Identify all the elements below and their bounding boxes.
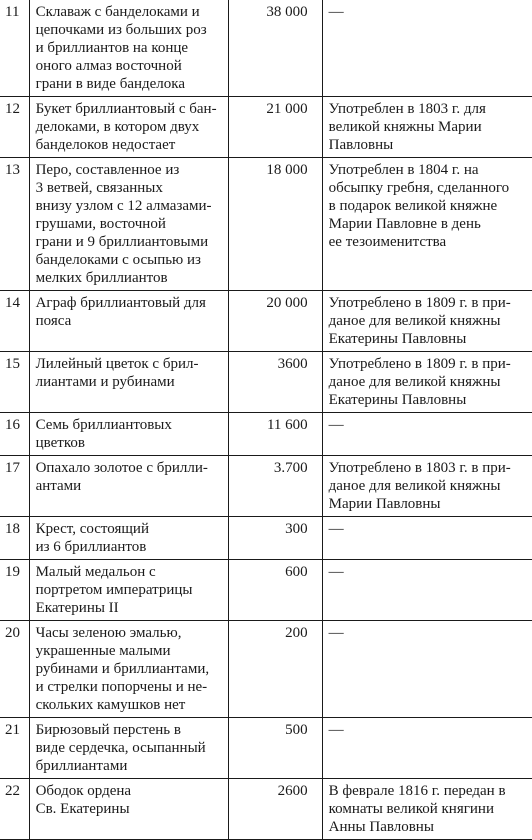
item-description: Букет бриллиантовый с бан- делоками, в котором двух банделоков недостает [29, 97, 228, 158]
item-description: Склаваж с банделоками и цепочками из больших роз и бриллиантов на конце оного алмаз восточной грани в виде банделока [29, 0, 228, 97]
table-row [0, 621, 532, 718]
table-row [0, 158, 532, 291]
table-row [0, 97, 532, 158]
item-value: 200 [228, 621, 322, 718]
row-number: 19 [0, 560, 29, 621]
item-note: Употреблено в 1809 г. в при- даное для великой княжны Екатерины Павловны [322, 352, 532, 413]
item-description: Семь бриллиантовых цветков [29, 413, 228, 456]
table-row [0, 517, 532, 560]
item-value: 600 [228, 560, 322, 621]
item-description: Аграф бриллиантовый для пояса [29, 291, 228, 352]
table-row [0, 456, 532, 517]
item-description: Опахало золотое с брилли- антами [29, 456, 228, 517]
table-row [0, 560, 532, 621]
row-number: 12 [0, 97, 29, 158]
row-number: 21 [0, 718, 29, 779]
item-note: — [322, 560, 532, 621]
row-number: 16 [0, 413, 29, 456]
item-value: 500 [228, 718, 322, 779]
row-number: 20 [0, 621, 29, 718]
row-number: 11 [0, 0, 29, 97]
item-note: — [322, 413, 532, 456]
item-note: — [322, 0, 532, 97]
item-value: 3600 [228, 352, 322, 413]
table-row [0, 718, 532, 779]
row-number: 15 [0, 352, 29, 413]
item-note: — [322, 517, 532, 560]
item-value: 3.700 [228, 456, 322, 517]
item-note: Употреблено в 1803 г. в при- даное для великой княжны Марии Павловны [322, 456, 532, 517]
row-number: 18 [0, 517, 29, 560]
row-number: 14 [0, 291, 29, 352]
table-row [0, 291, 532, 352]
table-row [0, 779, 532, 840]
row-number: 22 [0, 779, 29, 840]
item-description: Лилейный цветок с брил- лиантами и рубинами [29, 352, 228, 413]
item-value: 2600 [228, 779, 322, 840]
row-number: 17 [0, 456, 29, 517]
item-note: — [322, 621, 532, 718]
item-value: 20 000 [228, 291, 322, 352]
item-description: Малый медальон с портретом императрицы Екатерины II [29, 560, 228, 621]
item-value: 18 000 [228, 158, 322, 291]
row-number: 13 [0, 158, 29, 291]
item-note: — [322, 718, 532, 779]
table-row [0, 0, 532, 97]
item-description: Крест, состоящий из 6 бриллиантов [29, 517, 228, 560]
item-value: 300 [228, 517, 322, 560]
table-row [0, 413, 532, 456]
item-note: Употреблен в 1803 г. для великой княжны Марии Павловны [322, 97, 532, 158]
item-value: 11 600 [228, 413, 322, 456]
item-note: Употреблено в 1809 г. в при- даное для великой княжны Екатерины Павловны [322, 291, 532, 352]
item-description: Бирюзовый перстень в виде сердечка, осыпанный бриллиантами [29, 718, 228, 779]
item-note: В феврале 1816 г. передан в комнаты великой княгини Анны Павловны [322, 779, 532, 840]
item-value: 38 000 [228, 0, 322, 97]
item-description: Ободок ордена Св. Екатерины [29, 779, 228, 840]
item-description: Часы зеленою эмалью, украшенные малыми рубинами и бриллиантами, и стрелки попорчены и не- скольких камушков нет [29, 621, 228, 718]
item-value: 21 000 [228, 97, 322, 158]
item-note: Употреблен в 1804 г. на обсыпку гребня, сделанного в подарок великой княжне Марии Павловне в день ее тезоименитства [322, 158, 532, 291]
item-description: Перо, составленное из 3 ветвей, связанных внизу узлом с 12 алмазами- грушами, восточной грани и 9 бриллиантовыми банделоками с осыпью из мелких бриллиантов [29, 158, 228, 291]
table-row [0, 352, 532, 413]
